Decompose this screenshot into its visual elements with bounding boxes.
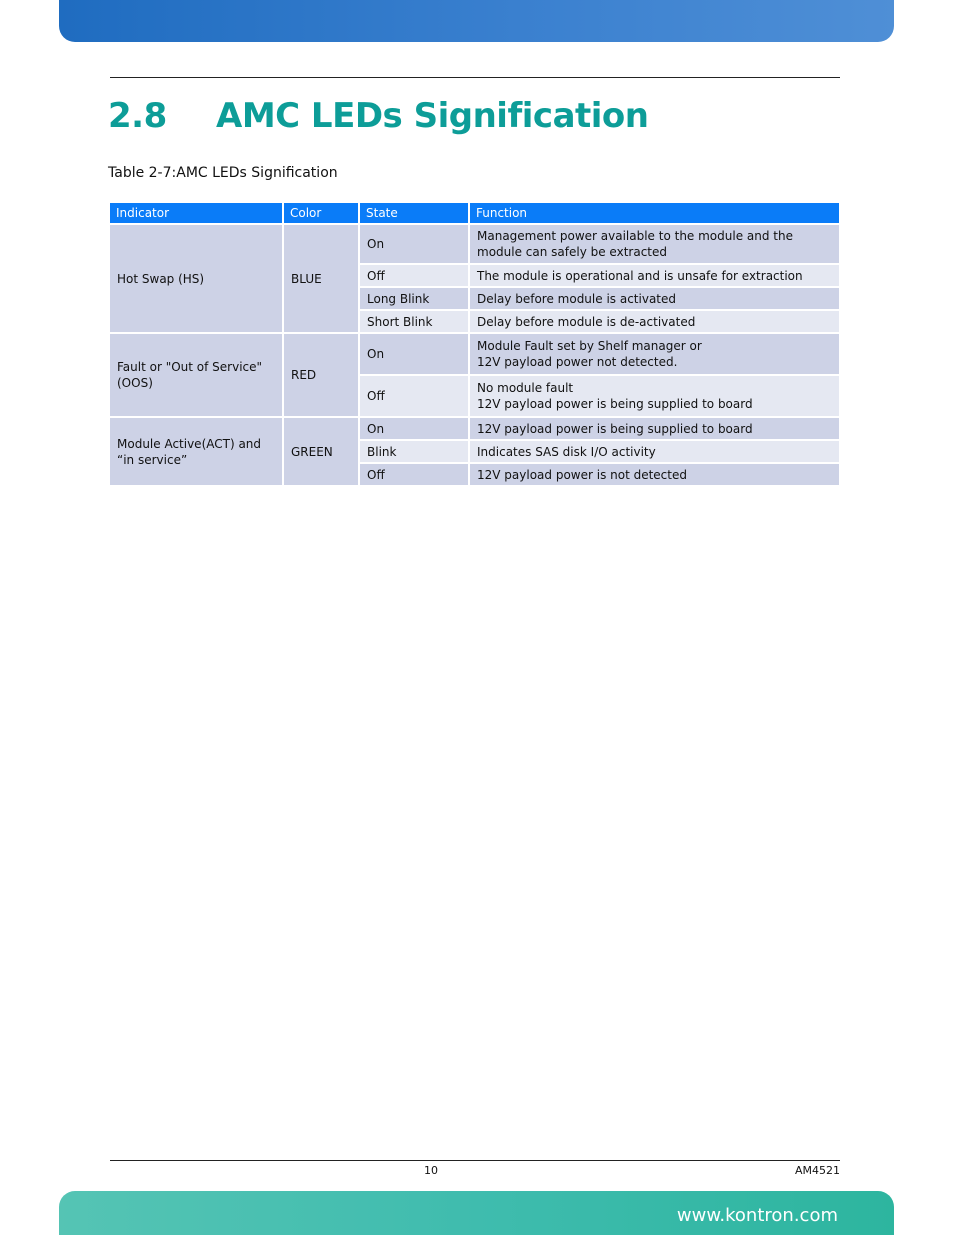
color-cell: RED: [284, 334, 358, 416]
section-title: AMC LEDs Signification: [216, 96, 649, 136]
indicator-cell: Hot Swap (HS): [110, 225, 282, 332]
section-number: 2.8: [108, 96, 167, 136]
header-color: Color: [284, 203, 358, 223]
function-line: 12V payload power not detected.: [477, 355, 678, 369]
function-cell: 12V payload power is not detected: [470, 464, 839, 485]
page-number: 10: [424, 1164, 438, 1177]
header-function: Function: [470, 203, 839, 223]
state-cell: Off: [360, 376, 468, 416]
color-cell: BLUE: [284, 225, 358, 332]
state-cell: On: [360, 334, 468, 374]
table-row: [110, 225, 839, 263]
function-cell: The module is operational and is unsafe for extraction: [470, 265, 839, 286]
document-id: AM4521: [794, 1164, 840, 1177]
header-banner: [59, 0, 894, 42]
table-row: [110, 334, 839, 374]
state-cell: Off: [360, 265, 468, 286]
state-cell: On: [360, 418, 468, 439]
table-caption: Table 2-7:AMC LEDs Signification: [108, 165, 338, 181]
state-cell: On: [360, 225, 468, 263]
header-state: State: [360, 203, 468, 223]
footer-rule: [110, 1160, 840, 1161]
website-link[interactable]: www.kontron.com: [676, 1205, 838, 1226]
function-cell: 12V payload power is being supplied to board: [470, 418, 839, 439]
table-row: [110, 418, 839, 439]
function-cell: Delay before module is de-activated: [470, 311, 839, 332]
function-line: Module Fault set by Shelf manager or: [477, 339, 702, 353]
header-rule: [110, 77, 840, 78]
color-cell: GREEN: [284, 418, 358, 485]
table-header-row: [110, 203, 839, 223]
state-cell: Long Blink: [360, 288, 468, 309]
header-indicator: Indicator: [110, 203, 282, 223]
function-cell: [470, 334, 839, 374]
state-cell: Off: [360, 464, 468, 485]
function-line: 12V payload power is being supplied to board: [477, 397, 753, 411]
function-cell: Indicates SAS disk I/O activity: [470, 441, 839, 462]
indicator-cell: Module Active(ACT) and “in service”: [110, 418, 282, 485]
function-cell: Delay before module is activated: [470, 288, 839, 309]
function-line: No module fault: [477, 381, 574, 395]
section-heading: [108, 96, 648, 136]
state-cell: Blink: [360, 441, 468, 462]
amc-leds-table: [108, 201, 841, 487]
indicator-cell: Fault or "Out of Service" (OOS): [110, 334, 282, 416]
footer-banner: [59, 1191, 894, 1235]
function-cell: Management power available to the module and the module can safely be extracted: [470, 225, 839, 263]
state-cell: Short Blink: [360, 311, 468, 332]
function-cell: [470, 376, 839, 416]
